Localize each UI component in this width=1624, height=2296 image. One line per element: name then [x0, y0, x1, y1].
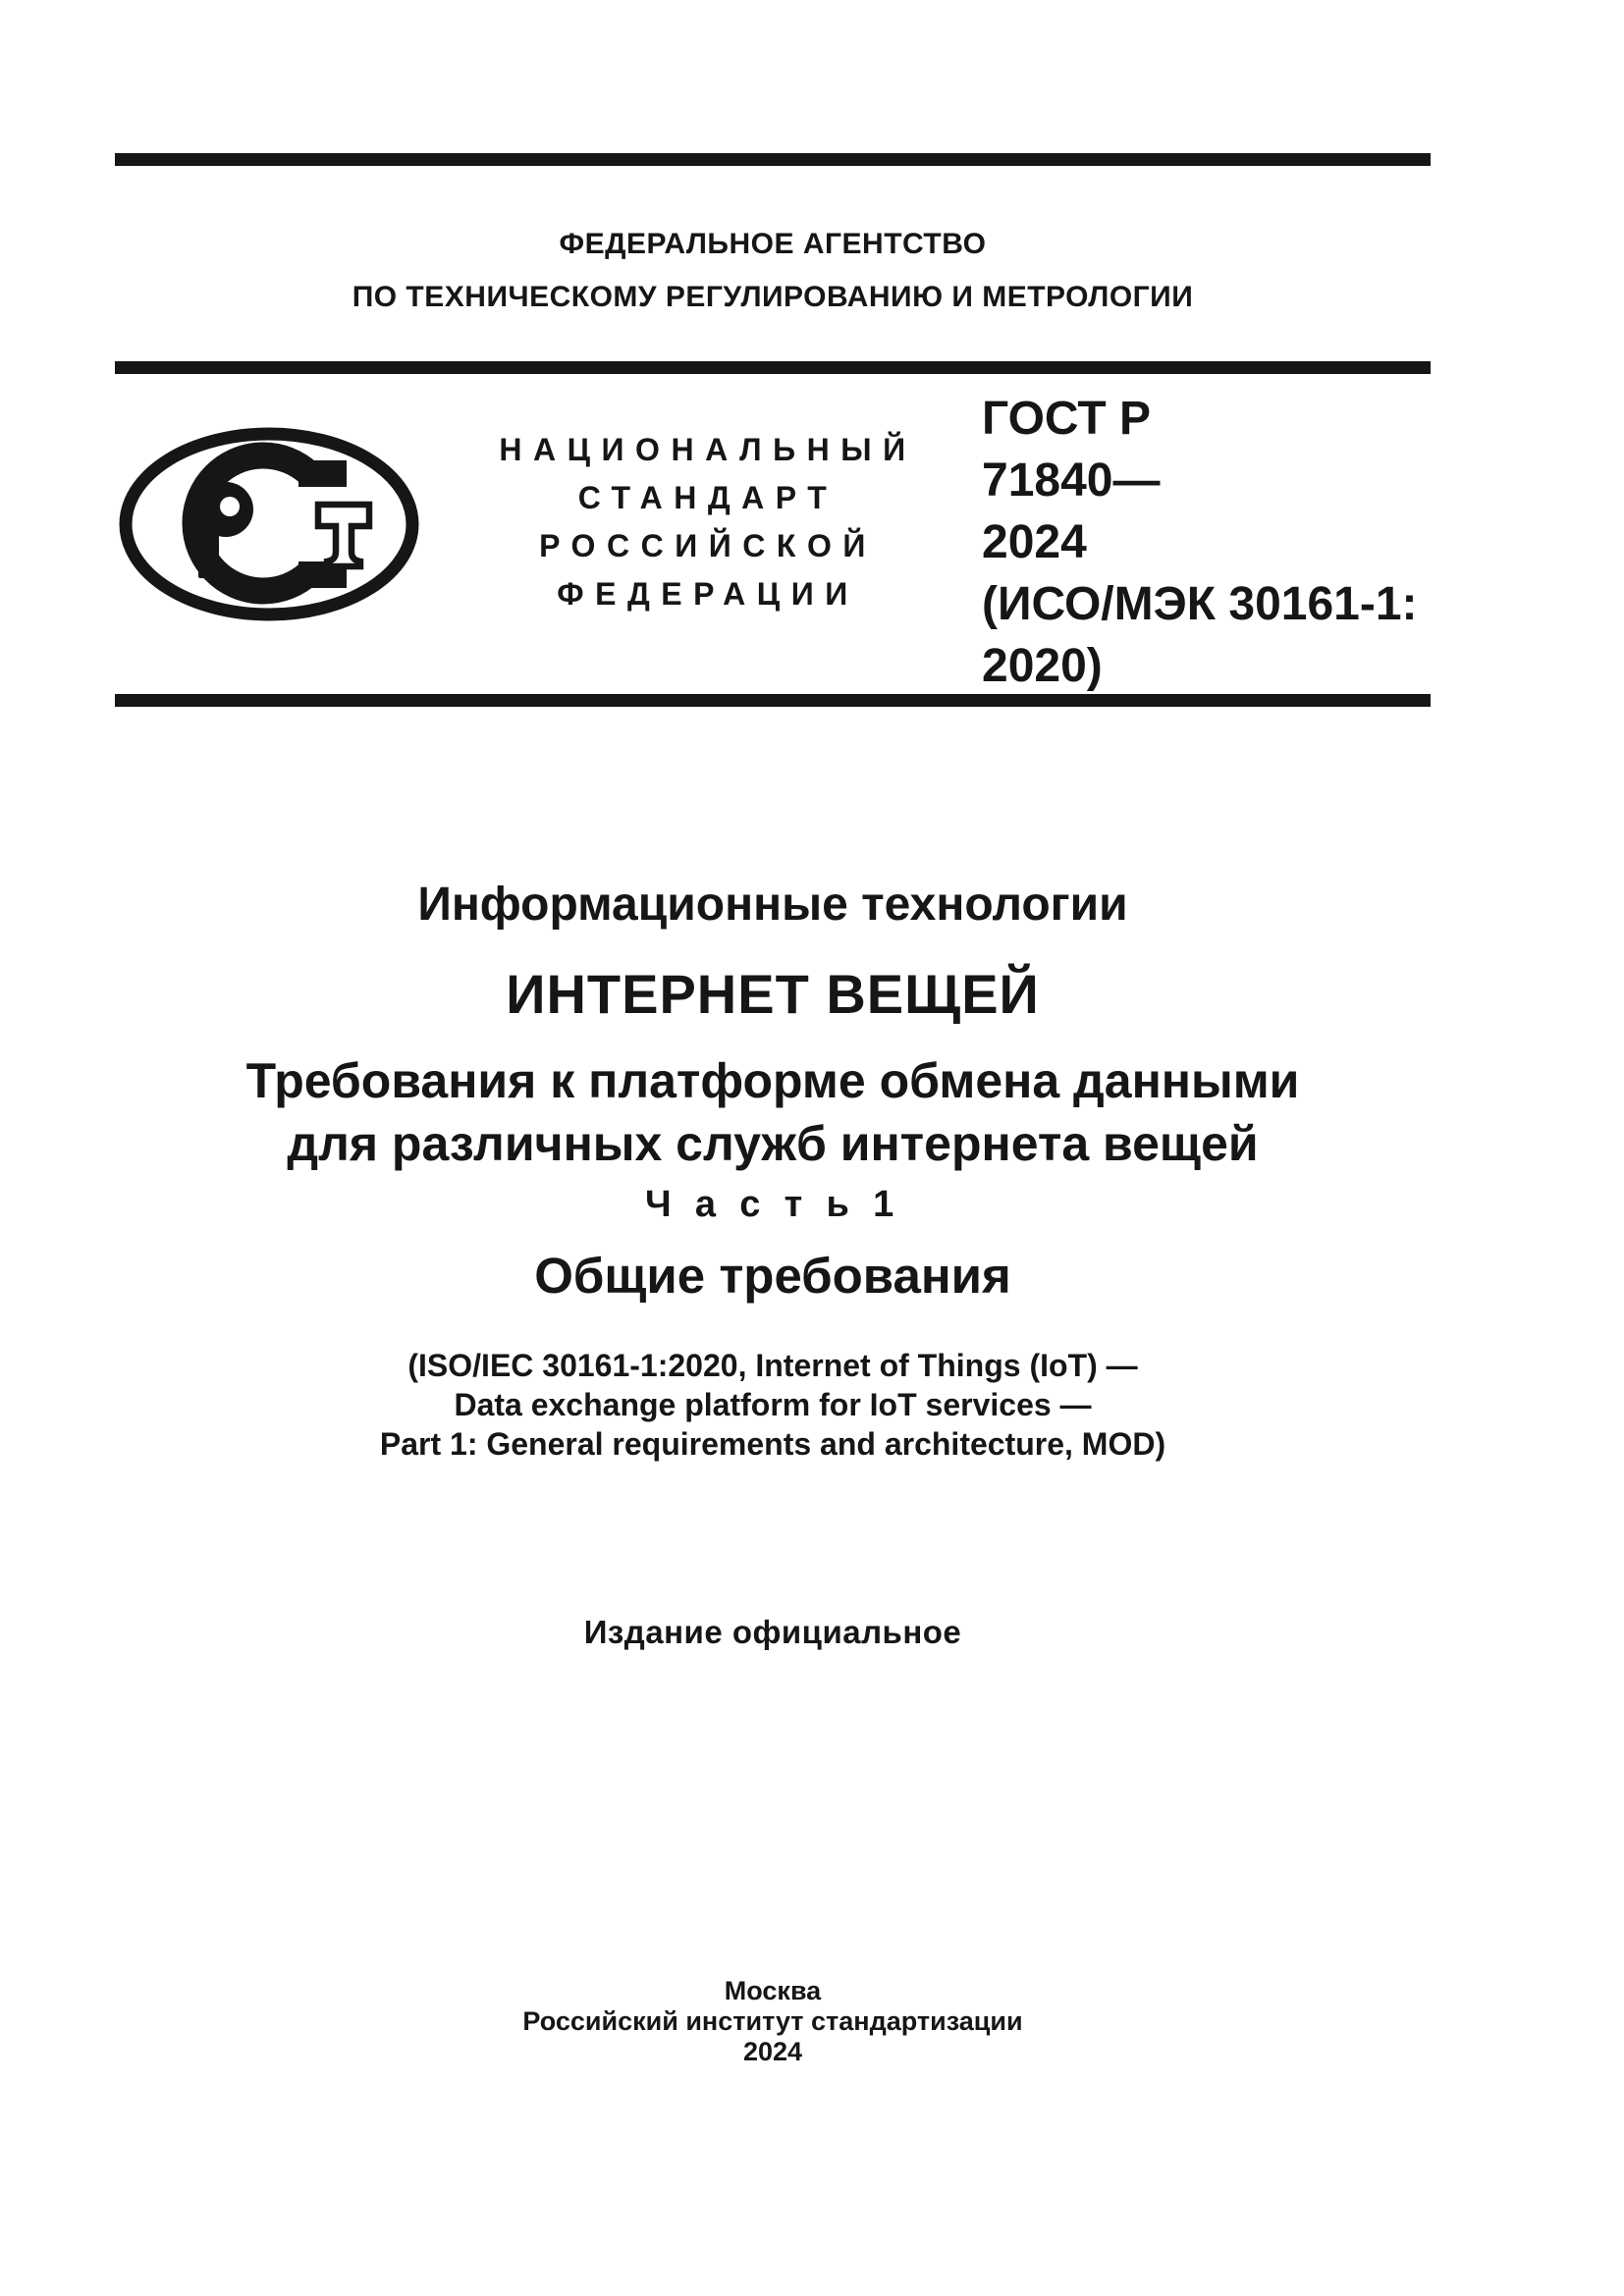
document-number-line: 2024 — [982, 516, 1087, 568]
masthead-rule — [115, 694, 1431, 707]
designation-line: НАЦИОНАЛЬНЫЙ — [499, 432, 917, 467]
agency-header — [115, 218, 1431, 324]
document-number-line: (ИСО/МЭК 30161-1: — [982, 578, 1418, 630]
title-part: Ч а с т ь 1 — [644, 1184, 901, 1225]
document-number-line: 2020) — [982, 640, 1103, 692]
designation-line: ФЕДЕРАЦИИ — [557, 576, 859, 612]
agency-line-2: ПО ТЕХНИЧЕСКОМУ РЕГУЛИРОВАНИЮ И МЕТРОЛОГИИ — [352, 281, 1194, 313]
title-subject: Информационные технологии — [417, 879, 1128, 931]
title-subtitle-line-1: Требования к платформе обмена данными — [245, 1053, 1300, 1108]
edition-note: Издание официальное — [583, 1614, 962, 1650]
header-rule — [115, 361, 1431, 374]
rosstandart-logo-icon — [118, 427, 420, 621]
top-rule — [115, 153, 1431, 166]
imprint-year: 2024 — [742, 2037, 803, 2066]
iso-reference — [115, 1346, 1431, 1464]
title-subtitle-line-2: для различных служб интернета вещей — [287, 1116, 1259, 1171]
document-number-line: ГОСТ Р — [982, 393, 1152, 445]
imprint-city: Москва — [724, 1976, 822, 2005]
title-part-name: Общие требования — [534, 1248, 1011, 1304]
designation-line: СТАНДАРТ — [577, 480, 839, 515]
document-number — [982, 388, 1443, 697]
imprint-publisher: Российский институт стандартизации — [522, 2006, 1023, 2036]
iso-reference-line-1: (ISO/IEC 30161-1:2020, Internet of Things (IoT) — — [407, 1348, 1138, 1383]
iso-reference-line-3: Part 1: General requirements and architecture, MOD) — [379, 1426, 1166, 1462]
title-main: ИНТЕРНЕТ ВЕЩЕЙ — [506, 963, 1040, 1025]
imprint — [115, 1976, 1431, 2067]
national-standard-designation — [414, 426, 1001, 618]
iso-reference-line-2: Data exchange platform for IoT services — — [454, 1387, 1092, 1422]
designation-line: РОССИЙСКОЙ — [539, 528, 877, 563]
agency-line-1: ФЕДЕРАЛЬНОЕ АГЕНТСТВО — [559, 228, 987, 260]
document-number-line: 71840— — [982, 454, 1161, 507]
title-subtitle — [115, 1049, 1431, 1175]
